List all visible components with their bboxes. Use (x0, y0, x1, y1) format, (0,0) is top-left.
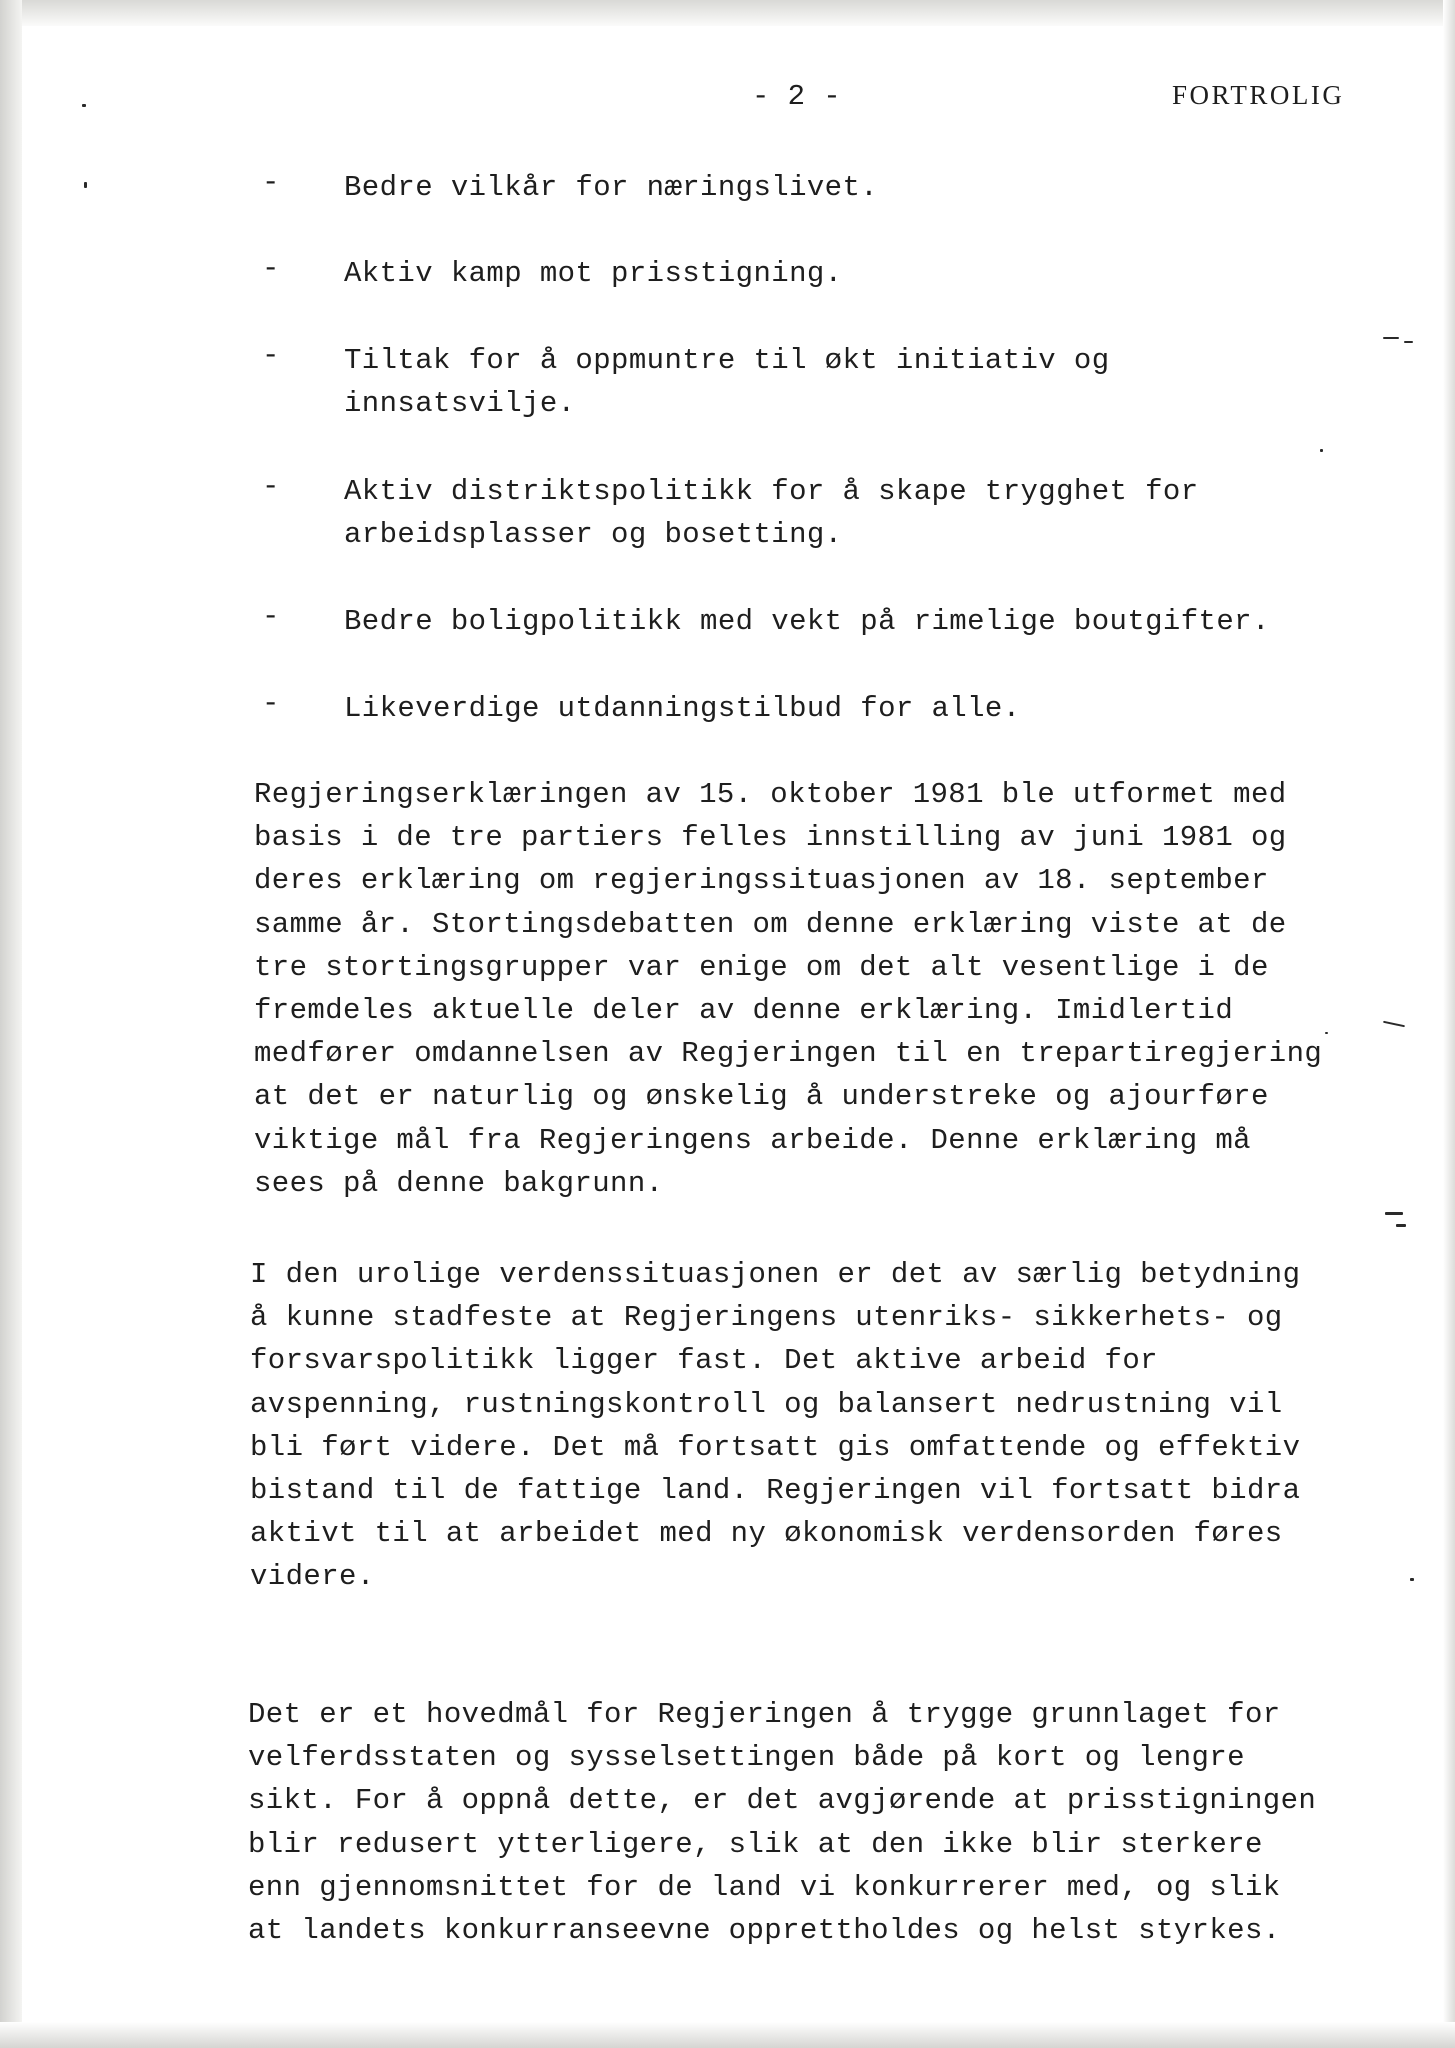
bullet-dash: - (262, 252, 280, 285)
bullet-text: Likeverdige utdanningstilbud for alle. (344, 692, 1021, 725)
scan-edge-left (0, 0, 22, 2048)
scan-speck (1383, 337, 1399, 339)
bullet-text: Bedre boligpolitikk med vekt på rimelige boutgifter. (344, 605, 1270, 638)
scan-speck (1404, 341, 1413, 343)
bullet-dash: - (262, 600, 280, 633)
page-number: - 2 - (752, 80, 842, 113)
scan-speck (1320, 449, 1323, 452)
bullet-dash: - (262, 470, 280, 503)
classification-label: FORTROLIG (1172, 80, 1345, 110)
scan-speck (1385, 1212, 1403, 1215)
scan-speck (1325, 1032, 1328, 1034)
bullet-text: Aktiv distriktspolitikk for å skape trygghet for arbeidsplasser og bosetting. (344, 475, 1199, 551)
paragraph-foreign-policy: I den urolige verdenssituasjonen er det av særlig betydning å kunne stadfeste at Regjeringens utenriks- sikkerhets- og forsvarspolitikk ligger fast. Det aktive arbeid for avspenning, rustningskontroll og balansert nedrustning vil bli ført videre. Det må fortsatt gis omfattende og effektiv bistand til de fattige land. Regjeringen vil fortsatt bidra aktivt til at arbeidet med ny økonomisk verdensorden føres videre. (250, 1258, 1301, 1594)
scan-edge-right (1443, 0, 1455, 2048)
bullet-text: Aktiv kamp mot prisstigning. (344, 257, 843, 290)
bullet-text: Bedre vilkår for næringslivet. (344, 171, 879, 204)
scan-speck (1396, 1224, 1406, 1227)
bullet-dash: - (262, 339, 280, 372)
bullet-text: Tiltak for å oppmuntre til økt initiativ og innsatsvilje. (344, 344, 1110, 420)
paragraph-economic-goals: Det er et hovedmål for Regjeringen å trygge grunnlaget for velferdsstaten og sysselsettingen både på kort og lengre sikt. For å oppnå dette, er det avgjørende at prisstigningen blir redusert ytterligere, slik at den ikke blir sterkere enn gjennomsnittet for de land vi konkurrerer med, og slik at landets konkurranseevne opprettholdes og helst styrkes. (248, 1698, 1317, 1948)
bullet-dash: - (262, 166, 280, 199)
scan-speck (82, 104, 86, 107)
paragraph-declaration: Regjeringserklæringen av 15. oktober 1981 ble utformet med basis i de tre partiers felles innstilling av juni 1981 og deres erklæring om regjeringssituasjonen av 18. september samme år. Stortingsdebatten om denne erklæring viste at de tre stortingsgrupper var enige om det alt vesentlige i de fremdeles aktuelle deler av denne erklæring. Imidlertid medfører omdannelsen av Regjeringen til en trepartiregjering at det er naturlig og ønskelig å understreke og ajourføre viktige mål fra Regjeringens arbeide. Denne erklæring må sees på denne bakgrunn. (254, 778, 1323, 1200)
scan-speck (1410, 1578, 1414, 1581)
bullet-dash: - (262, 687, 280, 720)
scan-edge-top (0, 0, 1455, 26)
scan-speck (84, 182, 87, 188)
scan-edge-bottom (0, 2022, 1455, 2048)
